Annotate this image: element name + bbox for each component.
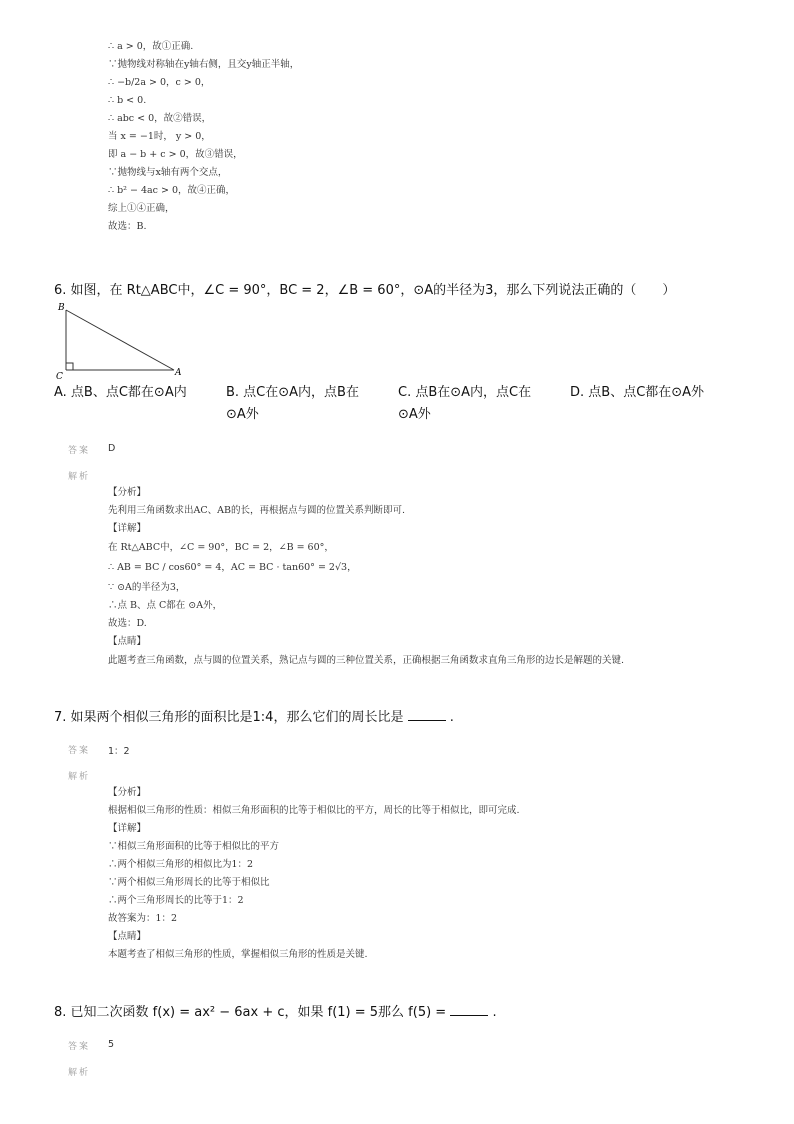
solution-line: 综上①④正确， [108, 203, 175, 214]
triangle-figure [54, 300, 194, 380]
solution-line: 即 a − b + c > 0，故③错误， [108, 149, 243, 160]
vertex-c-label: C [56, 372, 63, 380]
q6-answer: D [108, 443, 116, 454]
q7-analysis [108, 784, 520, 964]
solution-line: ∴ b² − 4ac > 0，故④正确， [108, 185, 236, 196]
solution-line: ∴ abc < 0，故②错误， [108, 113, 212, 124]
analysis-line: 故选：D. [108, 618, 147, 630]
q8-stem-text: 8. 已知二次函数 f(x) = ax² − 6ax + c，如果 f(1) = 5那么 f(5) = [54, 1005, 447, 1020]
q6-option-a: A. 点B、点C都在⊙A内 [54, 385, 187, 400]
q7-analysis-label: 解析 [68, 772, 91, 782]
solution-line: ∵抛物线对称轴在y轴右侧，且交y轴正半轴， [108, 59, 300, 70]
q7-stem-end: . [449, 710, 454, 725]
analysis-line: 【详解】 [108, 823, 147, 834]
analysis-line: 【分析】 [108, 787, 147, 798]
analysis-line: 在 Rt△ABC中，∠C = 90°，BC = 2，∠B = 60°， [108, 541, 334, 553]
analysis-line: 【点睛】 [108, 931, 147, 942]
analysis-line: 本题考查了相似三角形的性质，掌握相似三角形的性质是关键. [108, 949, 368, 960]
analysis-line: 根据相似三角形的性质：相似三角形面积的比等于相似比的平方，周长的比等于相似比，即可完成. [108, 805, 520, 816]
q6-analysis-label: 解析 [68, 472, 91, 482]
analysis-line: 【点睛】 [108, 636, 147, 648]
q6-option-b: B. 点C在⊙A内，点B在⊙A外 [226, 385, 359, 422]
q7-stem [54, 706, 454, 725]
q8-answer-blank [450, 1005, 488, 1016]
q6-option-d: D. 点B、点C都在⊙A外 [570, 385, 705, 400]
analysis-line: ∴两个相似三角形的相似比为1：2 [108, 859, 254, 870]
q8-answer-label: 答案 [68, 1042, 91, 1052]
analysis-line: ∵两个相似三角形周长的比等于相似比 [108, 877, 270, 888]
q6-stem: 6. 如图，在 Rt△ABC中，∠C = 90°，BC = 2，∠B = 60°，⊙A的半径为3，那么下列说法正确的（ ） [54, 283, 676, 298]
analysis-line: ∴ AB = BC / cos60° = 4，AC = BC · tan60° = 2√3， [108, 561, 357, 573]
analysis-line: 此题考查三角函数，点与圆的位置关系，熟记点与圆的三种位置关系，正确根据三角函数求直角三角形的边长是解题的关键. [108, 654, 625, 666]
q6-answer-label: 答案 [68, 446, 91, 456]
solution-line: 故选：B. [108, 221, 147, 232]
solution-line: ∴ a > 0，故①正确. [108, 41, 194, 52]
analysis-line: ∵ ⊙A的半径为3， [108, 581, 186, 593]
analysis-line: ∵相似三角形面积的比等于相似比的平方 [108, 841, 280, 852]
solution-line: 当 x = −1时， y > 0， [108, 131, 211, 142]
q7-answer-label: 答案 [68, 746, 91, 756]
q6-analysis [108, 484, 624, 670]
q7-answer-blank [408, 710, 446, 721]
q8-analysis-label: 解析 [68, 1068, 91, 1078]
solution-line: ∴ −b/2a > 0，c > 0， [108, 77, 211, 88]
analysis-line: ∴点 B、点 C都在 ⊙A外， [108, 600, 223, 612]
vertex-b-label: B [58, 303, 65, 313]
q7-answer: 1：2 [108, 746, 130, 757]
analysis-line: 先利用三角函数求出AC、AB的长，再根据点与圆的位置关系判断即可. [108, 505, 405, 517]
top-solution [108, 38, 299, 236]
solution-line: ∵抛物线与x轴有两个交点， [108, 167, 228, 178]
analysis-line: ∴两个三角形周长的比等于1：2 [108, 895, 244, 906]
q8-stem [54, 1001, 497, 1020]
analysis-line: 【分析】 [108, 487, 147, 498]
analysis-line: 【详解】 [108, 523, 147, 535]
vertex-a-label: A [175, 368, 182, 378]
q8-answer: 5 [108, 1039, 115, 1050]
solution-line: ∴ b < 0. [108, 95, 147, 106]
analysis-line: 故答案为：1：2 [108, 913, 178, 924]
q7-stem-text: 7. 如果两个相似三角形的面积比是1:4，那么它们的周长比是 [54, 710, 404, 725]
q6-option-c: C. 点B在⊙A内，点C在⊙A外 [398, 385, 532, 422]
q8-stem-end: . [492, 1005, 497, 1020]
